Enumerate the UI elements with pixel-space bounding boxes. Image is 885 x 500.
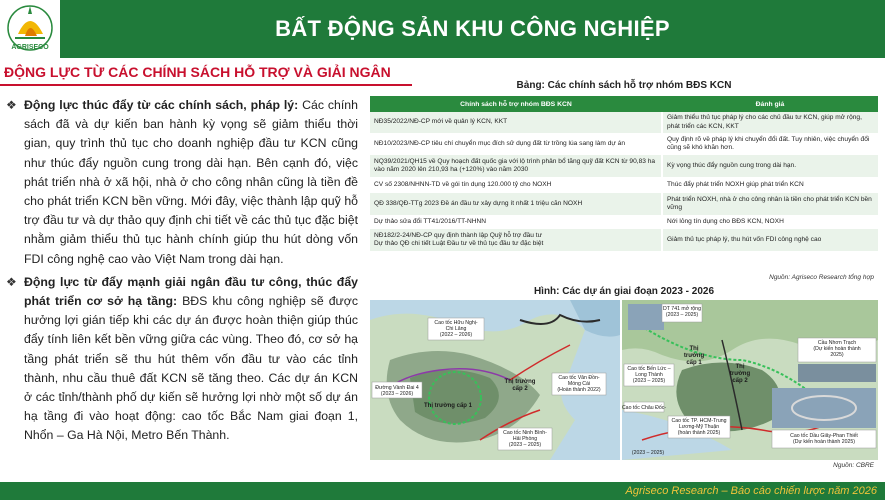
table-row [370,112,878,133]
bullet-text: BĐS khu công nghiệp sẽ được hưởng lợi gián tiếp khi các dự án được hoàn thiện giúp thúc đẩy tính liên kết bền vững giữa các vùng. Theo đó, cơ sở hạ tầng phát triển sẽ thu hút thêm vốn đầu tư vào các tỉnh thành, nhu cầu thuê đất KCN sẽ tăng theo. Các dự án KCN ở các tỉnh/thành phố dự kiến sẽ hưởng lợi nhờ một số dự án hạ tầng đi vào hoạt động: cao tốc Bắc Nam giai đoạn 1, Nhổn – Ga Hà Nội, Metro Bến Thành. [24,294,358,443]
policy-table [370,96,878,251]
map-label: (2023 – 2025) [631,450,665,456]
bullet-icon: ❖ [6,98,17,112]
table-cell-review: Nới lỏng tín dụng cho BĐS KCN, NOXH [662,215,878,229]
table-source: Nguồn: Agriseco Research tổng hợp [769,274,874,281]
south-map [622,300,878,460]
agriseco-logo [3,2,58,57]
table-cell-policy: QĐ 338/QĐ-TTg 2023 Đề án đầu tư xây dựng ít nhất 1 triệu căn NOXH [370,193,662,215]
map-label: Cao tốc Dầu Giây-Phan Thiết (Dự kiến hoàn thành 2025) [790,433,858,445]
section-divider [0,84,412,86]
map-label: Cao tốc Hữu Nghị-Chi Lăng (2022 – 2026) [434,320,478,338]
logo-text: AGRISECO [11,44,49,51]
map-label-market-1: Thị trường cấp 1 [683,346,705,366]
table-row [370,193,878,215]
table-cell-policy: NĐ35/2022/NĐ-CP mới về quản lý KCN, KKT [370,112,662,133]
map-label: DT 741 mở rộng (2023 – 2025) [663,306,701,318]
map-label: Cao tốc Bến Lức – Long Thành (2023 – 2025) [627,366,671,384]
map-label: Cao tốc Châu Đốc- [622,405,667,411]
table-header-review: Đánh giá [662,96,878,112]
figure-title: Hình: Các dự án giai đoạn 2023 - 2026 [533,286,715,297]
table-cell-policy: Dự thảo sửa đổi TT41/2016/TT-NHNN [370,215,662,229]
table-cell-review: Giảm thủ tục pháp lý, thu hút vốn FDI công nghệ cao [662,229,878,251]
table-cell-policy: NQ39/2021/QH15 về Quy hoạch đất quốc gia với lộ trình phân bổ tăng quỹ đất KCN từ 90,83 ha vào năm 2020 lên 210,93 ha (+120%) vào năm 2030 [370,155,662,177]
map-label: Đường Vành Đai 4 (2023 – 2026) [375,385,419,397]
footer-text: Agriseco Research – Báo cáo chiến lược năm 2026 [625,485,877,497]
project-figure [370,300,878,460]
map-label-market-2: Thị trường cấp 2 [729,364,751,384]
table-header-row [370,96,878,112]
bullet-text: Các chính sách đã và dự kiến ban hành kỳ vọng sẽ giảm thiểu thời gian, quy trình thủ tục cho doanh nghiệp đầu tư KCN cũng như thúc đẩy nguồn cung trong dài hạn. Bên cạnh đó, việc phát triển nhà ở xã hội, nhà ở cho công nhân cũng là tiền đề cho phát triển KCN bền vững. Mới đây, việc thành lập quỹ hỗ trợ đầu tư và dự thảo quy định chi tiết về các thủ tục đặc biệt nhằm giảm thiểu thủ tục hành chính giúp thu hút dòng vốn FDI công nghệ cao vào Việt Nam trong dài hạn. [24,98,358,266]
map-label: Cao tốc TP. HCM-Trung Lương-Mỹ Thuận (hoàn thành 2025) [671,418,727,436]
table-row [370,155,878,177]
bullet-item-policy [6,96,358,269]
table-cell-review: Giảm thiểu thủ tục pháp lý cho các chủ đầu tư KCN, giúp mở rộng, phát triển các KCN, KKT [662,112,878,133]
map-label-market-2: Thị trường cấp 2 [504,379,536,392]
table-row [370,177,878,193]
table-cell-policy: CV số 2308/NHNN-TD về gói tín dụng 120.000 tỷ cho NOXH [370,177,662,193]
table-cell-review: Quy định rõ về pháp lý khi chuyển đổi đất. Tuy nhiên, việc chuyển đổi cũng sẽ khó khăn hơn. [662,133,878,155]
map-label: Cao tốc Vân Đồn-Móng Cái (Hoàn thành 2022) [557,375,601,393]
section-title: ĐỘNG LỰC TỪ CÁC CHÍNH SÁCH HỖ TRỢ VÀ GIẢI NGÂN [4,64,391,80]
bullet-lead: Động lực thúc đẩy từ các chính sách, pháp lý: [24,98,299,112]
table-cell-policy: NĐ182/2-24/NĐ-CP quy định thành lập Quỹ hỗ trợ đầu tư Dự thảo QĐ chi tiết Luật Đầu tư về thủ tục đầu tư đặc biệt [370,229,662,251]
map-label: Cao tốc Ninh Bình-Hải Phòng (2023 – 2025) [503,430,547,448]
bullet-list [6,96,358,450]
map-label: Cầu Nhơn Trạch (Dự kiến hoàn thành 2025) [813,340,861,358]
bullet-item-investment [6,273,358,446]
figure-source: Nguồn: CBRE [833,462,874,469]
table-row [370,133,878,155]
table-title: Bảng: Các chính sách hỗ trợ nhóm BĐS KCN [516,80,732,91]
footer [0,482,885,500]
page-title: BẤT ĐỘNG SẢN KHU CÔNG NGHIỆP [275,16,670,41]
table-cell-review: Thúc đẩy phát triển NOXH giúp phát triển KCN [662,177,878,193]
table-cell-review: Kỳ vọng thúc đẩy nguồn cung trong dài hạn. [662,155,878,177]
table-row [370,215,878,229]
bullet-lead: Động lực từ đẩy mạnh giải ngân đầu tư công, thúc đẩy phát triển cơ sở hạ tầng: [24,274,358,309]
bullet-icon: ❖ [6,274,17,289]
table-cell-policy: NĐ10/2023/NĐ-CP tiêu chí chuyển mục đích sử dụng đất từ trồng lúa sang làm dự án [370,133,662,155]
table-header-policy: Chính sách hỗ trợ nhóm BĐS KCN [370,96,662,112]
table-row [370,229,878,251]
map-label-market-1: Thị trường cấp 1 [424,403,472,409]
north-map [370,300,620,460]
table-cell-review: Phát triển NOXH, nhà ở cho công nhân là tiền cho phát triển KCN bền vững [662,193,878,215]
header [0,0,885,62]
